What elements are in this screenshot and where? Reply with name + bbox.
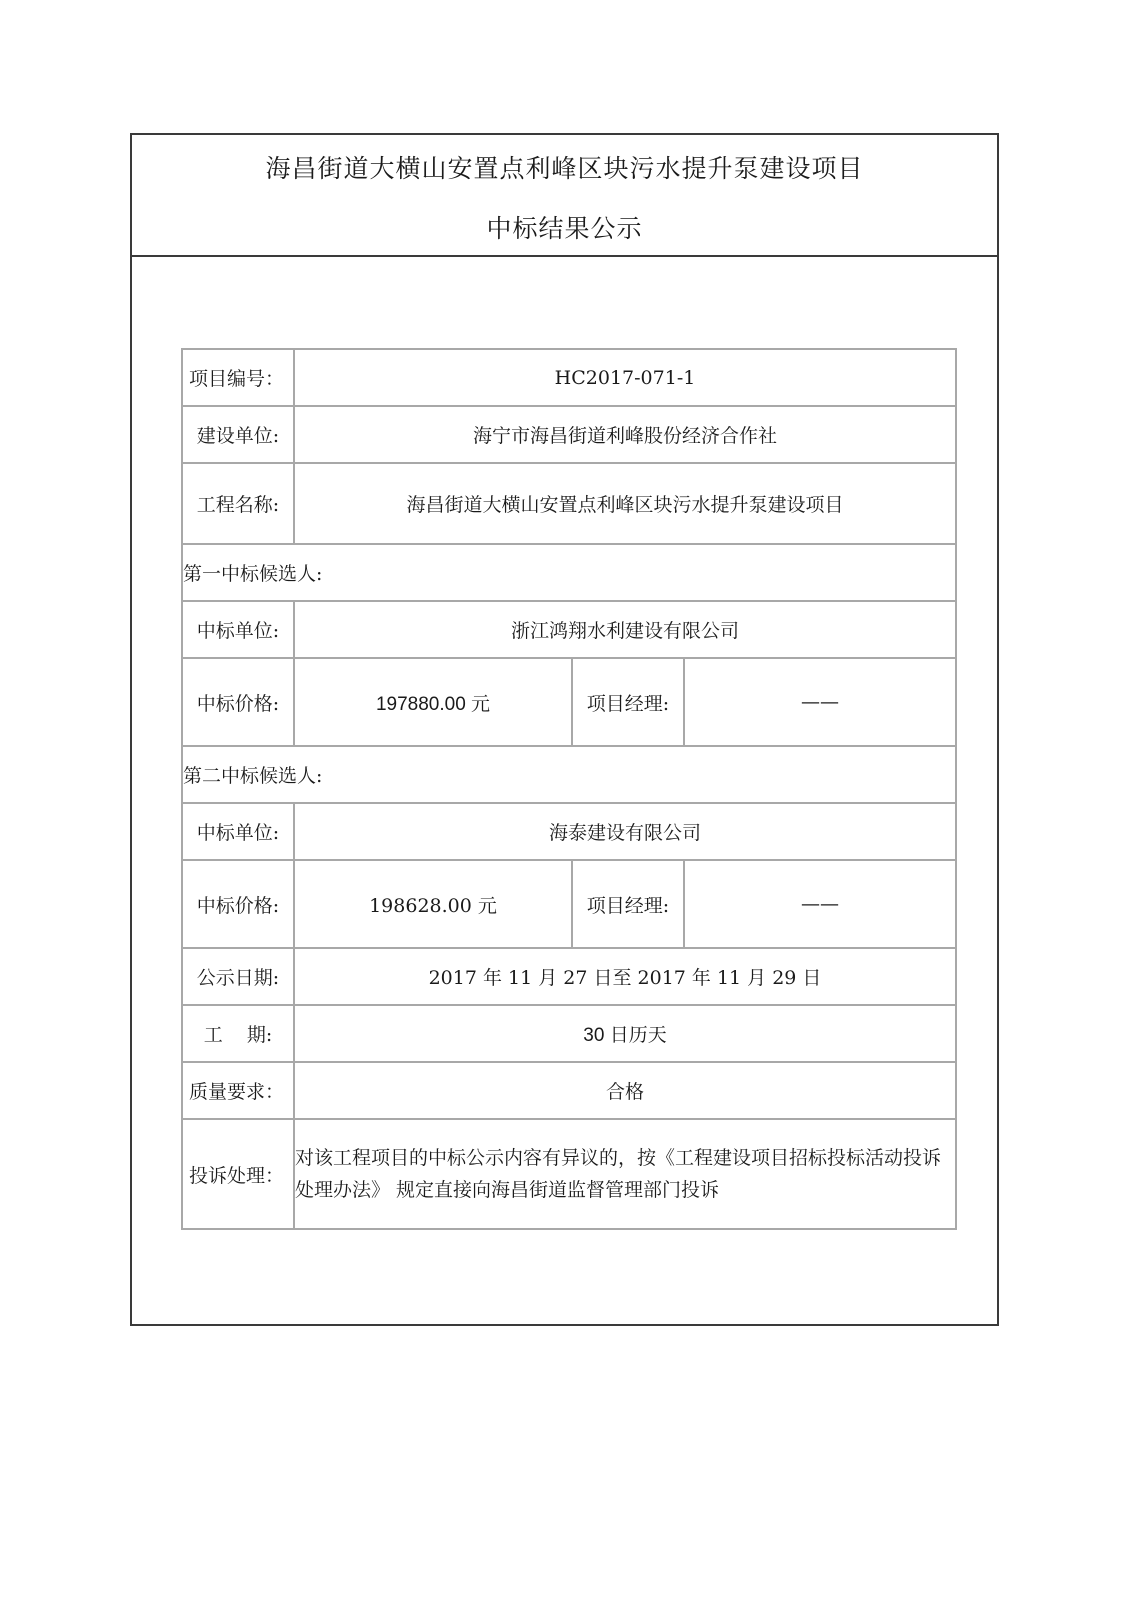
quality-label: 质量要求：	[182, 1062, 294, 1119]
notice-date-value: 2017 年 11 月 27 日至 2017 年 11 月 29 日	[294, 948, 956, 1005]
first-unit-value: 浙江鸿翔水利建设有限公司	[294, 601, 956, 658]
duration-value: 30 日历天	[294, 1005, 956, 1062]
table-row	[182, 746, 956, 803]
first-price-value: 197880.00 元	[294, 658, 572, 746]
table-row	[182, 544, 956, 601]
table-row	[182, 349, 956, 406]
table-row	[182, 1062, 956, 1119]
notice-header	[132, 135, 997, 257]
first-candidate-heading: 第一中标候选人:	[182, 544, 956, 601]
quality-value: 合格	[294, 1062, 956, 1119]
second-candidate-heading: 第二中标候选人:	[182, 746, 956, 803]
table-row	[182, 463, 956, 544]
project-name-label: 工程名称:	[182, 463, 294, 544]
project-name-value: 海昌街道大横山安置点利峰区块污水提升泵建设项目	[294, 463, 956, 544]
table-row	[182, 601, 956, 658]
first-manager-value: ——	[684, 658, 956, 746]
second-price-label: 中标价格:	[182, 860, 294, 948]
notice-date-label: 公示日期:	[182, 948, 294, 1005]
project-no-label: 项目编号：	[182, 349, 294, 406]
table-row	[182, 1005, 956, 1062]
second-manager-value: ——	[684, 860, 956, 948]
complaint-label: 投诉处理：	[182, 1119, 294, 1229]
first-manager-label: 项目经理:	[572, 658, 684, 746]
table-row	[182, 1119, 956, 1229]
second-manager-label: 项目经理:	[572, 860, 684, 948]
builder-value: 海宁市海昌街道利峰股份经济合作社	[294, 406, 956, 463]
table-row	[182, 658, 956, 746]
project-no-value: HC2017-071-1	[294, 349, 956, 406]
table-row	[182, 860, 956, 948]
second-price-value: 198628.00 元	[294, 860, 572, 948]
table-row	[182, 948, 956, 1005]
table-row	[182, 406, 956, 463]
second-unit-label: 中标单位:	[182, 803, 294, 860]
duration-label: 工 期:	[182, 1005, 294, 1062]
complaint-value: 对该工程项目的中标公示内容有异议的，按《工程建设项目招标投标活动投诉处理办法》 规定直接向海昌街道监督管理部门投诉	[294, 1119, 956, 1229]
notice-subtitle: 中标结果公示	[486, 214, 643, 243]
builder-label: 建设单位:	[182, 406, 294, 463]
second-unit-value: 海泰建设有限公司	[294, 803, 956, 860]
first-unit-label: 中标单位:	[182, 601, 294, 658]
table-row	[182, 803, 956, 860]
first-price-label: 中标价格:	[182, 658, 294, 746]
notice-title: 海昌街道大横山安置点利峰区块污水提升泵建设项目	[265, 154, 864, 183]
bid-result-table	[181, 348, 957, 1230]
